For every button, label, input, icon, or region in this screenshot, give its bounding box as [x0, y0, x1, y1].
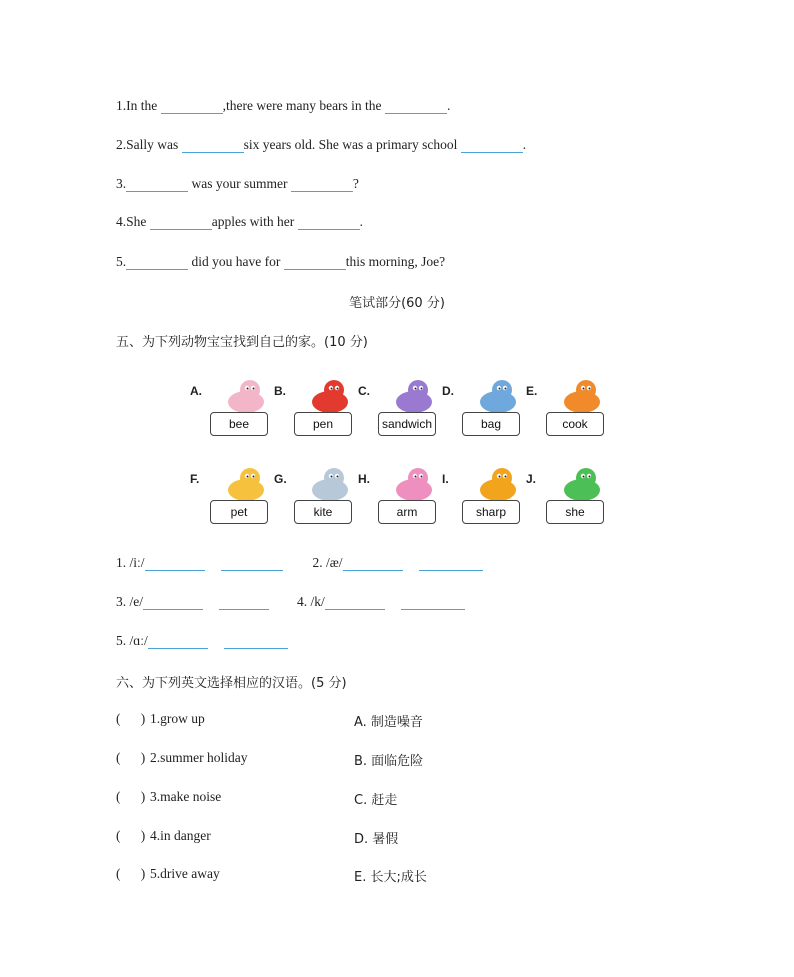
answer-blank[interactable]	[385, 99, 447, 114]
answer-blank[interactable]	[291, 177, 353, 192]
word-box: bag	[462, 412, 520, 436]
english-phrase: 1.grow up	[150, 711, 205, 726]
fill-in-3	[116, 176, 359, 192]
section5-heading: 五、为下列动物宝宝找到自己的家。(10 分)	[116, 335, 368, 350]
picture-card	[358, 378, 448, 448]
fill-in-text: 5.	[116, 254, 127, 269]
picture-card	[190, 378, 280, 448]
fill-in-text: 3.	[116, 176, 127, 191]
card-letter: D.	[442, 384, 454, 398]
phonics-row-2	[116, 594, 465, 610]
answer-blank[interactable]	[298, 215, 360, 230]
giraffe-icon	[220, 466, 272, 502]
word-box: sharp	[462, 500, 520, 524]
chinese-option: E. 长大;成长	[354, 870, 427, 885]
chinese-option: C. 赶走	[354, 793, 398, 808]
phonics-label: 3. /e/	[116, 594, 143, 609]
bee-icon	[220, 378, 272, 414]
fill-in-text: this morning, Joe?	[345, 254, 446, 269]
answer-blank[interactable]	[219, 595, 269, 610]
answer-blank[interactable]	[343, 556, 403, 571]
fill-in-text: .	[522, 137, 527, 152]
fill-in-4	[116, 214, 363, 230]
answer-blank[interactable]	[143, 595, 203, 610]
picture-card	[442, 378, 532, 448]
phonics-label: 4. /k/	[297, 594, 325, 609]
answer-blank[interactable]	[126, 177, 188, 192]
phonics-label: 2. /æ/	[312, 555, 343, 570]
fox-icon	[556, 378, 608, 414]
fill-in-text: ?	[352, 176, 359, 191]
phonics-row-1	[116, 555, 483, 571]
written-section-title: 笔试部分(60 分)	[349, 296, 445, 311]
lion-icon	[472, 466, 524, 502]
picture-card	[526, 378, 616, 448]
card-letter: G.	[274, 472, 287, 486]
answer-parentheses[interactable]: ( )	[116, 866, 146, 881]
fill-in-text: ,there were many bears in the	[222, 98, 385, 113]
section6-heading: 六、为下列英文选择相应的汉语。(5 分)	[116, 676, 347, 691]
answer-blank[interactable]	[221, 556, 283, 571]
answer-parentheses[interactable]: ( )	[116, 828, 146, 843]
word-box: pen	[294, 412, 352, 436]
answer-blank[interactable]	[419, 556, 483, 571]
fill-in-5	[116, 254, 445, 270]
fill-in-1	[116, 98, 450, 114]
answer-blank[interactable]	[145, 556, 205, 571]
butterfly-icon	[388, 378, 440, 414]
word-box: arm	[378, 500, 436, 524]
card-letter: E.	[526, 384, 538, 398]
english-phrase: 5.drive away	[150, 866, 220, 881]
english-phrase: 3.make noise	[150, 789, 222, 804]
phonics-label: 1. /iː/	[116, 555, 145, 570]
picture-card	[526, 466, 616, 536]
dinosaur-icon	[556, 466, 608, 502]
fill-in-2	[116, 137, 526, 153]
card-letter: C.	[358, 384, 370, 398]
fill-in-text: was your summer	[188, 176, 291, 191]
card-letter: A.	[190, 384, 202, 398]
phonics-label: 5. /ɑː/	[116, 633, 148, 648]
word-box: kite	[294, 500, 352, 524]
card-letter: J.	[526, 472, 537, 486]
picture-card	[274, 466, 364, 536]
answer-blank[interactable]	[401, 595, 465, 610]
fill-in-text: six years old. She was a primary school	[243, 137, 461, 152]
phonics-row-3	[116, 633, 288, 649]
mouse-icon	[304, 466, 356, 502]
answer-blank[interactable]	[284, 255, 346, 270]
answer-blank[interactable]	[161, 99, 223, 114]
picture-card	[358, 466, 448, 536]
fill-in-text: apples with her	[211, 214, 298, 229]
answer-parentheses[interactable]: ( )	[116, 750, 146, 765]
word-box: pet	[210, 500, 268, 524]
answer-blank[interactable]	[126, 255, 188, 270]
word-box: sandwich	[378, 412, 436, 436]
chinese-option: B. 面临危险	[354, 754, 424, 769]
answer-parentheses[interactable]: ( )	[116, 711, 146, 726]
answer-blank[interactable]	[182, 138, 244, 153]
card-letter: H.	[358, 472, 370, 486]
word-box: cook	[546, 412, 604, 436]
elephant-icon	[472, 378, 524, 414]
picture-card	[190, 466, 280, 536]
ladybug-icon	[304, 378, 356, 414]
english-phrase: 4.in danger	[150, 828, 211, 843]
answer-parentheses[interactable]: ( )	[116, 789, 146, 804]
word-box: she	[546, 500, 604, 524]
answer-blank[interactable]	[461, 138, 523, 153]
chinese-option: D. 暑假	[354, 832, 399, 847]
fill-in-text: 4.She	[116, 214, 150, 229]
answer-blank[interactable]	[148, 634, 208, 649]
chinese-option: A. 制造噪音	[354, 715, 423, 730]
card-letter: F.	[190, 472, 200, 486]
picture-card	[442, 466, 532, 536]
english-phrase: 2.summer holiday	[150, 750, 248, 765]
fill-in-text: .	[446, 98, 451, 113]
answer-blank[interactable]	[325, 595, 385, 610]
answer-blank[interactable]	[224, 634, 288, 649]
word-box: bee	[210, 412, 268, 436]
fill-in-text: 2.Sally was	[116, 137, 182, 152]
card-letter: I.	[442, 472, 449, 486]
fill-in-text: 1.In the	[116, 98, 161, 113]
pony-icon	[388, 466, 440, 502]
picture-card	[274, 378, 364, 448]
fill-in-text: .	[359, 214, 363, 229]
fill-in-text: did you have for	[188, 254, 284, 269]
card-letter: B.	[274, 384, 286, 398]
answer-blank[interactable]	[150, 215, 212, 230]
